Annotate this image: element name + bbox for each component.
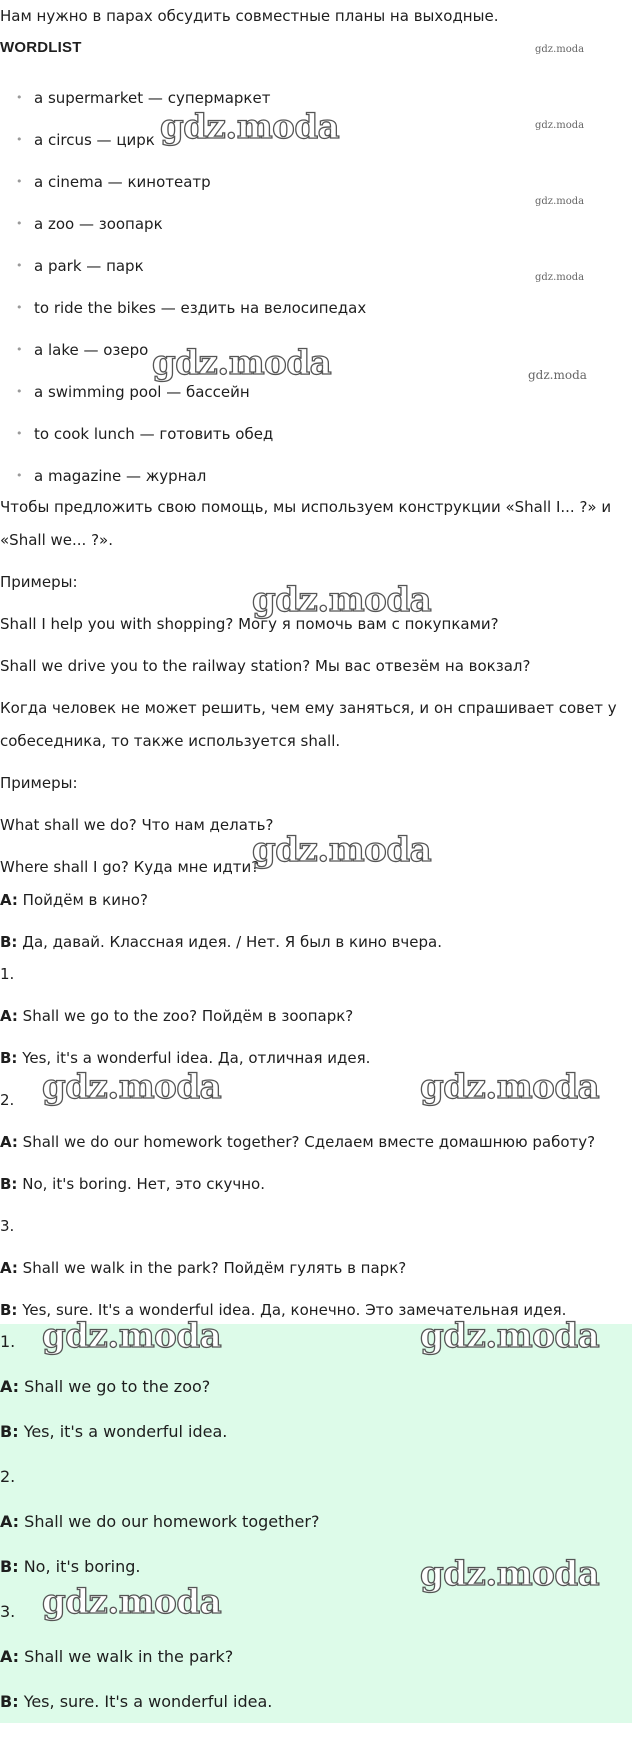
watermark-large: gdz.moda bbox=[160, 107, 340, 147]
answer-line-b: B: No, it's boring. bbox=[0, 1557, 141, 1576]
wordlist-item: • a swimming pool — бассейн bbox=[16, 382, 232, 402]
grammar-paragraph-1: Чтобы предложить свою помощь, мы используем конструкции «Shall I... ?» и bbox=[0, 498, 612, 516]
dialogue-line-a: A: Shall we go to the zoo? Пойдём в зоопарк? bbox=[0, 1007, 354, 1025]
watermark-small: gdz.moda bbox=[535, 44, 585, 55]
sample-line-b: B: Да, давай. Классная идея. / Нет. Я был в кино вчера. bbox=[0, 933, 442, 951]
dialogue-line-b: B: Yes, it's a wonderful idea. Да, отличная идея. bbox=[0, 1049, 371, 1067]
wordlist-item: • a lake — озеро bbox=[16, 340, 130, 360]
watermark-large: gdz.moda bbox=[252, 580, 432, 620]
watermark-large: gdz.moda bbox=[42, 1316, 222, 1356]
wordlist-item: • a supermarket — супермаркет bbox=[16, 88, 252, 108]
sample-line-a: A: Пойдём в кино? bbox=[0, 891, 148, 909]
wordlist-item: • a magazine — журнал bbox=[16, 466, 188, 486]
item-number: 2. bbox=[0, 1091, 15, 1109]
answer-line-a: A: Shall we do our homework together? bbox=[0, 1512, 320, 1531]
answer-line-b: B: Yes, it's a wonderful idea. bbox=[0, 1422, 228, 1441]
example-sentence: Where shall I go? Куда мне идти? bbox=[0, 858, 260, 876]
watermark-large: gdz.moda bbox=[152, 343, 332, 383]
answer-block bbox=[0, 1324, 632, 1723]
dialogue-line-b: B: Yes, sure. It's a wonderful idea. Да, конечно. Это замечательная идея. bbox=[0, 1301, 567, 1319]
watermark-small: gdz.moda bbox=[535, 120, 585, 131]
example-sentence: Shall we drive you to the railway station? Мы вас отвезём на вокзал? bbox=[0, 657, 531, 675]
watermark-small: gdz.moda bbox=[535, 272, 585, 283]
wordlist-item: • a cinema — кинотеатр bbox=[16, 172, 193, 192]
item-number: 1. bbox=[0, 1332, 16, 1351]
answer-line-b: B: Yes, sure. It's a wonderful idea. bbox=[0, 1692, 273, 1711]
watermark-large: gdz.moda bbox=[420, 1316, 600, 1356]
examples-label: Примеры: bbox=[0, 573, 78, 591]
example-sentence: What shall we do? Что нам делать? bbox=[0, 816, 274, 834]
answer-line-a: A: Shall we walk in the park? bbox=[0, 1647, 234, 1666]
wordlist-item: • a circus — цирк bbox=[16, 130, 137, 150]
dialogue-line-a: A: Shall we do our homework together? Сделаем вместе домашнюю работу? bbox=[0, 1133, 596, 1151]
watermark-large: gdz.moda bbox=[420, 1067, 600, 1107]
item-number: 3. bbox=[0, 1602, 16, 1621]
item-number: 3. bbox=[0, 1217, 15, 1235]
watermark-large: gdz.moda bbox=[420, 1554, 600, 1594]
examples-label: Примеры: bbox=[0, 774, 78, 792]
example-sentence: Shall I help you with shopping? Могу я помочь вам с покупками? bbox=[0, 615, 499, 633]
watermark-small: gdz.moda bbox=[535, 196, 585, 207]
dialogue-line-b: B: No, it's boring. Нет, это скучно. bbox=[0, 1175, 266, 1193]
wordlist-item: • to ride the bikes — ездить на велосипедах bbox=[16, 298, 348, 318]
watermark-small: gdz.moda bbox=[528, 368, 587, 382]
answer-line-a: A: Shall we go to the zoo? bbox=[0, 1377, 211, 1396]
item-number: 1. bbox=[0, 965, 15, 983]
grammar-paragraph-1-cont: «Shall we... ?». bbox=[0, 531, 113, 549]
grammar-paragraph-2-cont: собеседника, то также используется shall. bbox=[0, 732, 341, 750]
item-number: 2. bbox=[0, 1467, 16, 1486]
intro-text: Нам нужно в парах обсудить совместные планы на выходные. bbox=[0, 7, 499, 25]
watermark-large: gdz.moda bbox=[252, 830, 432, 870]
wordlist-item: • to cook lunch — готовить обед bbox=[16, 424, 255, 444]
wordlist-item: • a park — парк bbox=[16, 256, 126, 276]
grammar-paragraph-2: Когда человек не может решить, чем ему заняться, и он спрашивает совет у bbox=[0, 699, 617, 717]
watermark-large: gdz.moda bbox=[42, 1582, 222, 1622]
watermark-large: gdz.moda bbox=[42, 1067, 222, 1107]
wordlist-title: WORDLIST bbox=[0, 39, 82, 56]
dialogue-line-a: A: Shall we walk in the park? Пойдём гулять в парк? bbox=[0, 1259, 407, 1277]
wordlist-item: • a zoo — зоопарк bbox=[16, 214, 145, 234]
